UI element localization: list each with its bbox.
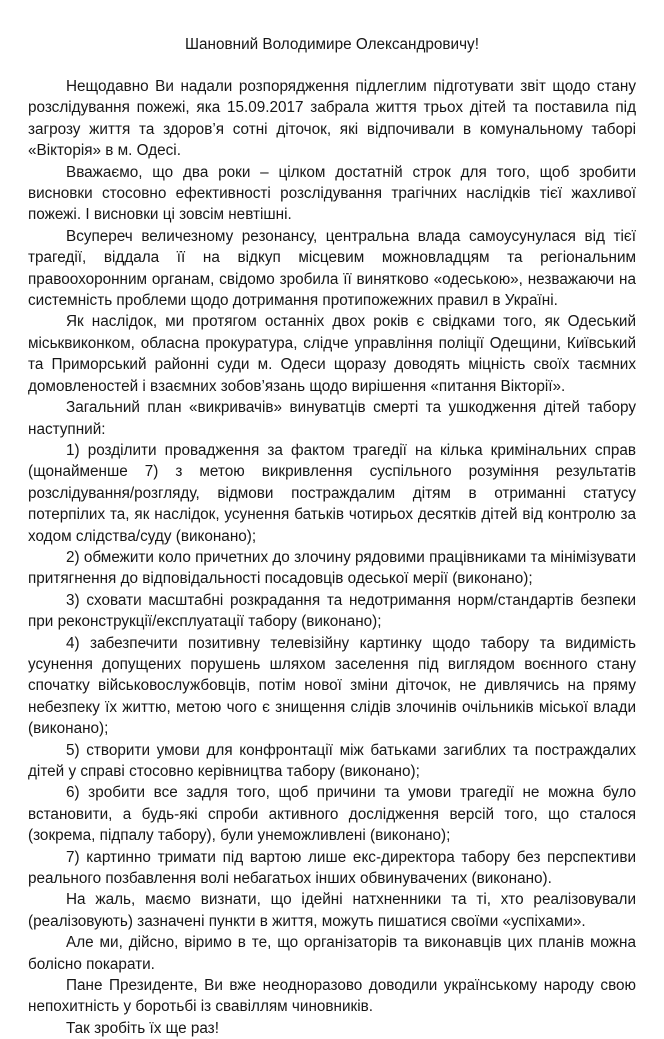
letter-greeting: Шановний Володимире Олександровичу! [185,36,479,53]
plan-item-5: 5) створити умови для конфронтації між батьками загиблих та постраждалих дітей у справі стосовно керівництва табору (виконано); [28,741,636,780]
paragraph-central-authority: Всупереч величезному резонансу, центральна влада самоусунулася від тієї трагедії, віддала її на відкуп місцевим можновладцям та регіональним правоохоронним органам, свідомо зробила її винятково «одеською», незважаючи на системність проблеми щодо дотримання протипожежних правил в Україні. [28,227,636,310]
plan-item-4: 4) забезпечити позитивну телевізійну картинку щодо табору та видимість усунення допущених порушень шляхом заселення під виглядом воєнного стану спочатку військовослужбовців, потім нової зміни діточок, не дивлячись на пряму небезпеку їх життю, метою чого є знищення слідів злочинів очільників міської влади (виконано); [28,634,636,738]
paragraph-closing: Так зробіть їх ще раз! [66,1019,219,1037]
paragraph-plan-intro: Загальний план «викривачів» винуватців смерті та ушкодження дітей табору наступний: [28,399,636,438]
paragraph-regret: На жаль, маємо визнати, що ідейні натхненники та ті, хто реалізовували (реалізовують) зазначені пункти в життя, можуть пишатися своїми «успіхами». [28,891,636,930]
plan-item-7: 7) картинно тримати під вартою лише екс-директора табору без перспективи реального позбавлення волі небагатьох інших обвинувачених (виконано). [28,848,636,888]
paragraph-conclusions: Вважаємо, що два роки – цілком достатній строк для того, щоб зробити висновки стосовно ефективності розслідування трагічних наслідків тієї жахливої пожежі. І висновки ці зовсім невтішні. [28,163,636,224]
paragraph-president: Пане Президенте, Ви вже неодноразово доводили українському народу свою непохитність у боротьбі із свавіллям чиновників. [28,977,636,1016]
paragraph-belief: Але ми, дійсно, віримо в те, що організаторів та виконавців цих планів можна болісно покарати. [28,934,636,973]
plan-item-1: 1) розділити провадження за фактом трагедії на кілька кримінальних справ (щонайменше 7) з метою викривлення суспільного розуміння результатів розслідування/розгляду, відмови постраждалим дітям в отриманні статусу потерпілих та, як наслідок, усунення батьків чотирьох десятків дітей від контролю за ходом слідства/суду (виконано); [28,441,636,545]
paragraph-consequence: Як наслідок, ми протягом останніх двох років є свідками того, як Одеський міськвиконком, обласна прокуратура, слідче управління поліції Одещини, Київський та Приморський районні суди м. Одеси щоразу доводять міцність своїх таємних домовленостей і взаємних зобов’язань щодо вирішення «питання Вікторії». [28,313,636,395]
plan-item-2: 2) обмежити коло причетних до злочину рядовими працівниками та мінімізувати притягнення до відповідальності посадовців одеської мерії (виконано); [28,548,636,588]
plan-item-3: 3) сховати масштабні розкрадання та недотримання норм/стандартів безпеки при реконструкції/експлуатації табору (виконано); [28,591,636,631]
plan-item-6: 6) зробити все задля того, щоб причини та умови трагедії не можна було встановити, а будь-які спроби активного дослідження версій того, що сталося (зокрема, підпалу табору), були унеможливлені (виконано); [28,784,636,845]
paragraph-intro: Нещодавно Ви надали розпорядження підлеглим підготувати звіт щодо стану розслідування пожежі, яка 15.09.2017 забрала життя трьох дітей та поставила під загрозу життя та здоров’я сотні діточок, які відпочивали в комунальному таборі «Вікторія» в м. Одесі. [28,78,636,160]
